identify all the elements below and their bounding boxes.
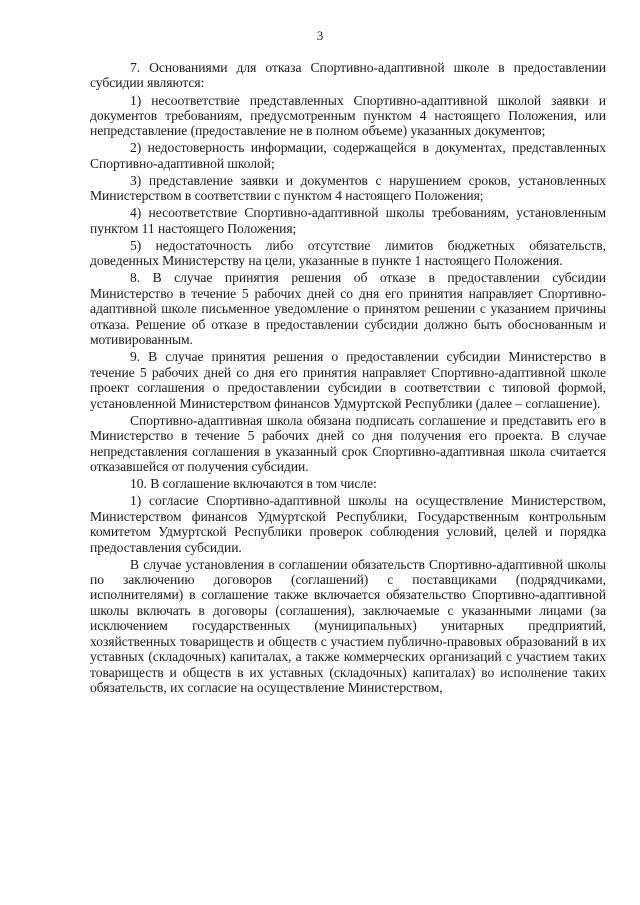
paragraph-10-item-1: 1) согласие Спортивно-адаптивной школы на осуществление Министерством, Министерством финансов Удмуртской Республики, Государственным контрольным комитетом Удмуртской Республики проверок соблюдения условий, целей и порядка предоставления субсидии. [90,493,606,555]
paragraph-10-obligations: В случае установления в соглашении обязательств Спортивно-адаптивной школы по заключению договоров (соглашений) с поставщиками (подрядчиками, исполнителями) в соглашение также включается обязательство Спортивно-адаптивной школы включать в договоры (соглашения), заключаемые с указанными лицами (за исключением государственных (муниципальных) унитарных предприятий, хозяйственных товариществ и обществ с участием публично-правовых образований в их уставных (складочных) капиталах, а также коммерческих организаций с участием таких товариществ и обществ в их уставных (складочных) капиталах) во исполнение таких обязательств, их согласие на осуществление Министерством, [90,556,606,696]
paragraph-7-item-3: 3) представление заявки и документов с нарушением сроков, установленных Министерством в соответствии с пунктом 4 настоящего Положения; [90,172,606,204]
paragraph-7-item-2: 2) недостоверность информации, содержащейся в документах, представленных Спортивно-адаптивной школой; [90,140,606,171]
paragraph-9-continuation: Спортивно-адаптивная школа обязана подписать соглашение и представить его в Министерство в течение 5 рабочих дней со дня получения его проекта. В случае непредставления соглашения в указанный срок Спортивно-адаптивная школа считается отказавшейся от получения субсидии. [90,412,606,475]
page-number: 3 [316,28,324,43]
paragraph-10-intro: 10. В соглашение включаются в том числе: [130,476,377,492]
paragraph-8: 8. В случае принятия решения об отказе в предоставлении субсидии Министерство в течение 5 рабочих дней со дня его принятия направляет Спортивно-адаптивной школе письменное уведомление о принятом решении с указанием причины отказа. Решение об отказе в предоставлении субсидии должно быть обоснованным и мотивированным. [90,270,606,348]
paragraph-7-item-4: 4) несоответствие Спортивно-адаптивной школы требованиям, установленным пунктом 11 настоящего Положения; [90,205,606,236]
paragraph-7-intro: 7. Основаниями для отказа Спортивно-адаптивной школе в предоставлении субсидии являются: [90,60,606,91]
paragraph-9: 9. В случае принятия решения о предоставлении субсидии Министерство в течение 5 рабочих дней со дня его принятия направляет Спортивно-адаптивной школе проект соглашения о предоставлении субсидии в соответствии с типовой формой, установленной Министерством финансов Удмуртской Республики (далее – соглашение). [90,349,606,411]
paragraph-7-item-5: 5) недостаточность либо отсутствие лимитов бюджетных обязательств, доведенных Министерству на цели, указанные в пункте 1 настоящего Положения. [90,237,606,269]
document-body [90,60,606,697]
paragraph-7-item-1: 1) несоответствие представленных Спортивно-адаптивной школой заявки и документов требованиям, предусмотренным пунктом 4 настоящего Положения, или непредставление (предоставление не в полном объеме) указанных документов; [90,92,606,139]
